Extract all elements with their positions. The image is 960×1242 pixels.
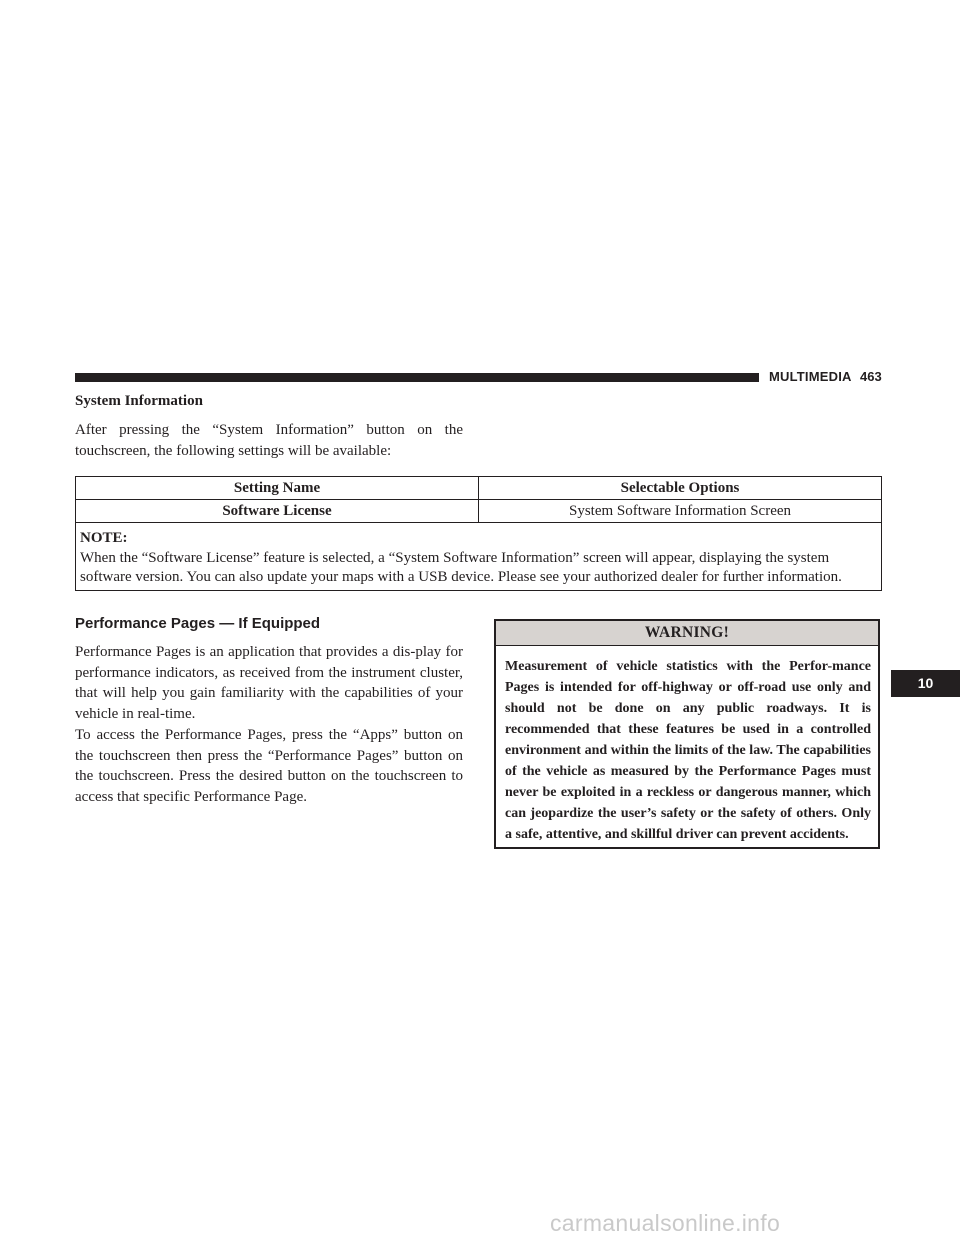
selectable-option-cell: System Software Information Screen [479, 500, 882, 523]
column-header-selectable-options: Selectable Options [479, 477, 882, 500]
note-label: NOTE: [80, 530, 128, 546]
system-information-heading: System Information [75, 393, 203, 409]
performance-pages-paragraph-1: Performance Pages is an application that provides a dis-play for performance indicators, as received from the instrument cluster, that will help you gain familiarity with the capabilities of your vehicle in real-time. [75, 644, 463, 723]
table-row [76, 500, 882, 523]
watermark: carmanualsonline.info [550, 1210, 781, 1236]
header-rule [75, 373, 759, 382]
column-header-setting-name: Setting Name [76, 477, 479, 500]
note-cell [76, 523, 882, 591]
settings-table [75, 476, 882, 591]
setting-name-cell: Software License [76, 500, 479, 523]
chapter-tab: 10 [891, 670, 960, 697]
table-header-row [76, 477, 882, 500]
system-information-intro: After pressing the “System Information” button on the touchscreen, the following settings will be available: [75, 422, 463, 459]
warning-body: Measurement of vehicle statistics with the Perfor-mance Pages is intended for off-highway or off-road use only and should not be done on any public roadways. It is recommended that these features be used in a controlled environment and within the limits of the law. The capabilities of the vehicle as measured by the Performance Pages must never be exploited in a reckless or dangerous manner, which can jeopardize the user’s safety or the safety of others. Only a safe, attentive, and skillful driver can prevent accidents. [505, 659, 871, 842]
warning-title: WARNING! [496, 621, 878, 646]
note-text: When the “Software License” feature is selected, a “System Software Information” screen will appear, displaying the system software version. You can also update your maps with a USB device. Please see your authorized dealer for further information. [80, 549, 842, 585]
running-header-section: MULTIMEDIA [769, 369, 852, 384]
warning-box [494, 619, 880, 849]
performance-pages-paragraph-2: To access the Performance Pages, press the “Apps” button on the touchscreen then press the “Performance Pages” button on the touchscreen. Press the desired button on the touchscreen to access that specific Performance Page. [75, 727, 463, 806]
page-number: 463 [860, 369, 882, 384]
note-row [76, 523, 882, 591]
performance-pages-heading: Performance Pages — If Equipped [75, 615, 321, 632]
